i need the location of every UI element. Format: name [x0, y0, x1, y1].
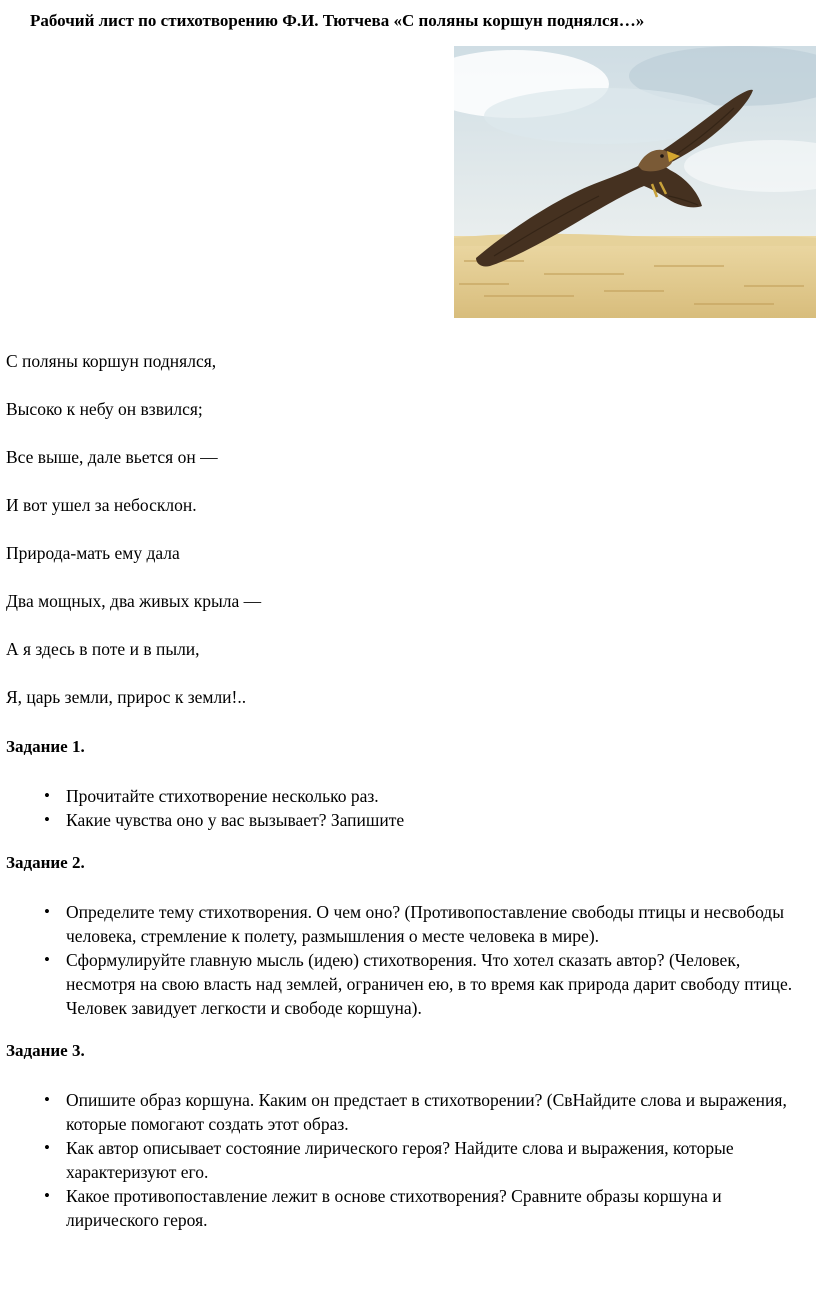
task-2-list — [6, 900, 808, 1020]
poem-line: Я, царь земли, прирос к земли!.. — [6, 687, 247, 707]
task-2-item-2: • Сформулируйте главную мысль (идею) стихотворения. Что хотел сказать автор? (Человек, несмотря на свою власть над землей, ограничен ею, в то время как природа дарит свободу птице. Человек завидует легкости и свободе коршуна). — [6, 948, 808, 1020]
bird-eye — [660, 154, 664, 158]
poem-line: Природа-мать ему дала — [6, 543, 180, 563]
task-2-heading: Задание 2. — [6, 853, 85, 872]
task-2 — [6, 852, 808, 1020]
task-1 — [6, 736, 808, 832]
task-1-item-2: • Какие чувства оно у вас вызывает? Запишите — [6, 808, 808, 832]
poem-line: Два мощных, два живых крыла — — [6, 591, 262, 611]
poem-line: Высоко к небу он взвился; — [6, 399, 203, 419]
task-3-heading: Задание 3. — [6, 1041, 85, 1060]
task-2-item-1: • Определите тему стихотворения. О чем оно? (Противопоставление свободы птицы и несвободы человека, стремление к полету, размышления о месте человека в мире). — [6, 900, 808, 948]
task-3 — [6, 1040, 808, 1232]
task-3-list — [6, 1088, 808, 1232]
task-3-item-3: • Какое противопоставление лежит в основе стихотворения? Сравните образы коршуна и лирического героя. — [6, 1184, 808, 1232]
task-3-item-2: • Как автор описывает состояние лирического героя? Найдите слова и выражения, которые характеризуют его. — [6, 1136, 808, 1184]
hawk-illustration — [454, 46, 816, 318]
task-1-list — [6, 784, 808, 832]
task-3-item-1: • Опишите образ коршуна. Каким он предстает в стихотворении? (СвНайдите слова и выражения, которые помогают создать этот образ. — [6, 1088, 808, 1136]
task-1-item-1: • Прочитайте стихотворение несколько раз. — [6, 784, 808, 808]
poem — [6, 352, 808, 707]
poem-line: Все выше, дале вьется он — — [6, 447, 218, 467]
hawk-image — [454, 46, 816, 318]
page-title: Рабочий лист по стихотворению Ф.И. Тютчева «С поляны коршун поднялся…» — [30, 11, 645, 30]
poem-line: С поляны коршун поднялся, — [6, 351, 217, 371]
task-1-heading: Задание 1. — [6, 737, 85, 756]
poem-line: А я здесь в поте и в пыли, — [6, 639, 200, 659]
poem-line: И вот ушел за небосклон. — [6, 495, 197, 515]
